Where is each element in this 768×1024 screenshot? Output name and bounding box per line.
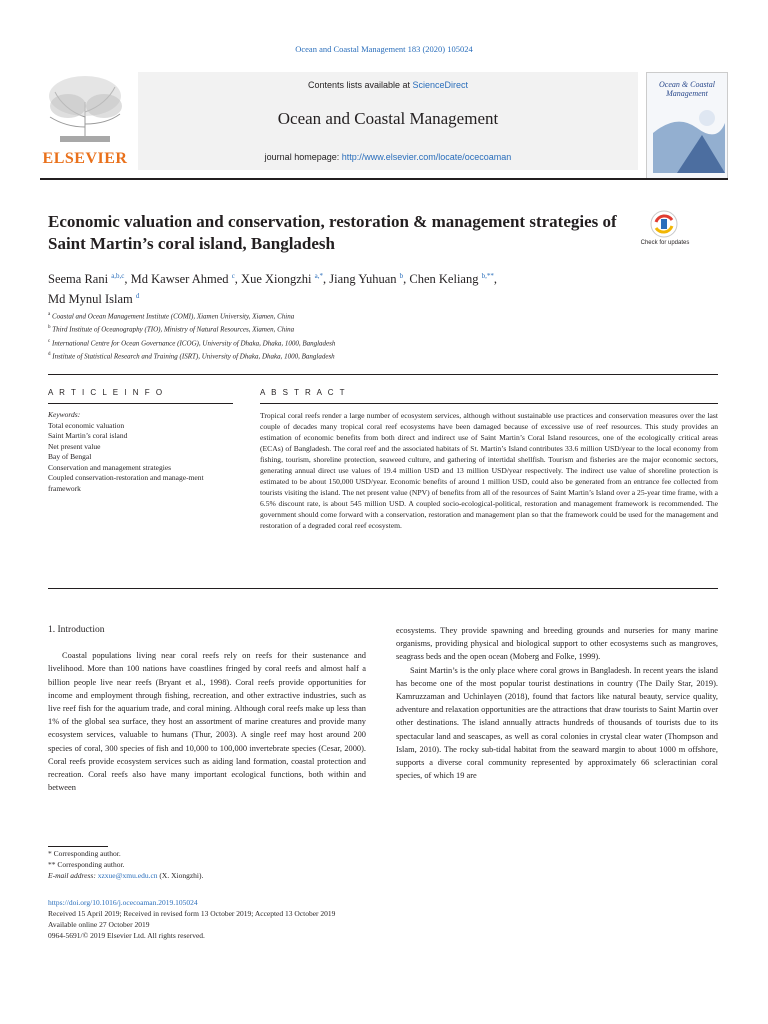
journal-homepage-line: [138, 152, 638, 162]
cover-title: Ocean & Coastal Management: [659, 80, 715, 98]
contents-prefix: Contents lists available at: [307, 80, 413, 90]
author-3[interactable]: Xue Xiongzhi $^{a,*}$: [241, 272, 324, 287]
keywords: [48, 410, 233, 494]
email-link[interactable]: xzxue@xmu.edu.cn: [97, 871, 158, 880]
abstract-label-rule: [260, 403, 718, 404]
section-heading-introduction: 1. Introduction: [48, 625, 105, 635]
affiliation-b: $^b$ Third Institute of Oceanography (TIO), Ministry of Natural Resources, Xiamen, China: [48, 325, 295, 334]
received-dates: Received 15 April 2019; Received in revised form 13 October 2019; Accepted 13 October 2019: [48, 909, 336, 918]
homepage-label: journal homepage:: [264, 152, 342, 162]
author-4[interactable]: Jiang Yuhuan $^b$: [329, 272, 404, 287]
keyword: Saint Martin’s coral island: [48, 431, 128, 440]
info-label-rule: [48, 403, 233, 404]
corresponding-author-1: * Corresponding author.: [48, 849, 121, 858]
journal-reference[interactable]: Ocean and Coastal Management 183 (2020) 105024: [295, 44, 473, 54]
author-1[interactable]: Seema Rani $^{a,b,c}$: [48, 272, 125, 287]
author-6[interactable]: Md Mynul Islam $^d$: [48, 292, 140, 307]
article-metadata: [48, 897, 548, 941]
paragraph: Coastal populations living near coral reefs rely on reefs for their sustenance and livelihood. More than 100 nations have coastlines fringed by coral reefs and almost half a billion people live near reefs (Bryant et al., 1998). Coral reefs provide opportunities for income and employment through fishing, recreation, and other extractive industries, such as live reef fish for the aquarium trade, and coral mining. Although coral reefs make up less than 1% of the global sea surface, they host an assortment of marine creatures and provide many ecosystem services, valuable to humans (Thur, 2003). A single reef may host around 200 species of coral, 300 species of fish and 10,000 to 100,000 invertebrate species (Cesar, 2000). Coral reefs provide ecosystem services such as aiding land formation, coastal protection and recreation. Coral reefs also have many important ecological functions, both within and between: [48, 651, 366, 793]
author-2[interactable]: Md Kawser Ahmed $^c$: [130, 272, 235, 287]
paragraph: Saint Martin’s is the only place where coral grows in Bangladesh. In recent years the island has become one of the most popular tourist destinations in country (The Daily Star, 2019). Kamruzzaman and Uchinlayen (2018), found that factors like natural beauty, service quality, adventure and relaxation opportunities are the attractions that draw tourists to Saint Martin over other destinations. The island annually attracts hundreds of thousands of tourists due to its spectacular land and seascapes, as well as coral colonies in crystal clear water (Thompson and Islam, 2010). The rocky sub-tidal habitat from the seaward margin to about 1000 m offshore, supports a diverse coral community represented by approximately 66 scleractinian coral species, of which 19 are: [396, 665, 718, 781]
affiliations: [48, 309, 648, 362]
contents-line: [138, 80, 638, 90]
footnote-rule: [48, 846, 108, 847]
abstract-bottom-rule: [48, 588, 718, 589]
keyword: Coupled conservation-restoration and manage-ment framework: [48, 473, 204, 493]
keyword: Conservation and management strategies: [48, 462, 172, 472]
keyword: Total economic valuation: [48, 420, 125, 430]
article-title: Economic valuation and conservation, restoration & management strategies of Saint Martin’s coral island, Bangladesh: [48, 212, 617, 253]
sciencedirect-link[interactable]: ScienceDirect: [412, 80, 469, 90]
publisher-logo-text: ELSEVIER: [42, 150, 128, 167]
homepage-url-link[interactable]: http://www.elsevier.com/locate/ocecoaman: [341, 152, 512, 162]
email-line: E-mail address: xzxue@xmu.edu.cn (X. Xiongzhi).: [48, 871, 204, 880]
article-info-label: A R T I C L E I N F O: [48, 388, 165, 397]
available-online: Available online 27 October 2019: [48, 920, 150, 929]
author-list: Seema Rani $^{a,b,c}$, Md Kawser Ahmed $^c$, Xue Xiongzhi $^{a,*}$, Jiang Yuhuan $^b$, Chen Keliang $^{b,**}$, Md Mynul Islam $^d$: [48, 272, 497, 307]
copyright: 0964-5691/© 2019 Elsevier Ltd. All rights reserved.: [48, 931, 205, 940]
abstract-label: A B S T R A C T: [260, 388, 347, 397]
journal-name: Ocean and Coastal Management: [277, 109, 499, 128]
author-5[interactable]: Chen Keliang $^{b,**}$: [409, 272, 494, 287]
paragraph: ecosystems. They provide spawning and breeding grounds and nurseries for many marine organisms, providing physical and biological support to other ecosystems such as mangroves, seagrass beds and the open ocean (Moberg and Folke, 1999).: [396, 626, 718, 662]
affiliation-c: $^c$ International Centre for Ocean Governance (ICOG), University of Dhaka, Dhaka, 1000, Bangladesh: [48, 338, 336, 347]
keyword: Bay of Bengal: [48, 452, 92, 461]
info-divider: [48, 374, 718, 375]
keywords-label: Keywords:: [48, 410, 81, 419]
abstract-text: Tropical coral reefs render a large number of ecosystem services, although without sustainable use practices and conservation measures over the last couple of decades many tropical coral reef ecosystems have been damaged because of excessive use of reef resources. This study provides an estimation of economic benefits from both direct and indirect use of Saint Martin’s Coral Island resources, one of the ecologically critical areas (ECAs) of Bangladesh. The coral reef and the associated habitats of St. Martin’s Island contributes 33.6 million USD/year to the local economy from fishing, tourism, shoreline protection, seaweed culture, and gathering of intertidal shellfish. Tourism and fisheries are the major economic sectors, generating annual direct use values of 19.4 million USD and 13 million USD/year respectively. The indirect use value of shoreline protection is estimated to be about 150,000 USD/year. Economic benefits of around 1 million USD, could also be generated from an entrance fee collected from tourists visiting the island. The net present value (NPV) of benefits from all of the resources of Saint Martin’s Island over a 25-year time frame, with a 6.5% discount rate, is about 545 million USD. A coupled socio-ecological-political, restoration and management framework is recommended. The government should come forward with a conservation, restoration and management plan so that the framework could be used for the management and restoration of a degraded coral reef ecosystem.: [260, 411, 718, 530]
corresponding-author-2: ** Corresponding author.: [48, 860, 125, 869]
keyword: Net present value: [48, 441, 101, 451]
affiliation-a: $^a$ Coastal and Ocean Management Institute (COMI), Xiamen University, Xiamen, China: [48, 312, 295, 321]
check-for-updates-label: Check for updates: [640, 240, 690, 246]
affiliation-d: $^d$ Institute of Statistical Research and Training (ISRT), University of Dhaka, Dhaka, 1000, Bangladesh: [48, 351, 335, 361]
doi-link[interactable]: https://doi.org/10.1016/j.ocecoaman.2019.105024: [48, 898, 198, 907]
header-rule: [40, 178, 728, 180]
body-column-right: [396, 624, 718, 782]
body-column-left: [48, 624, 366, 794]
footnotes: [48, 848, 408, 881]
